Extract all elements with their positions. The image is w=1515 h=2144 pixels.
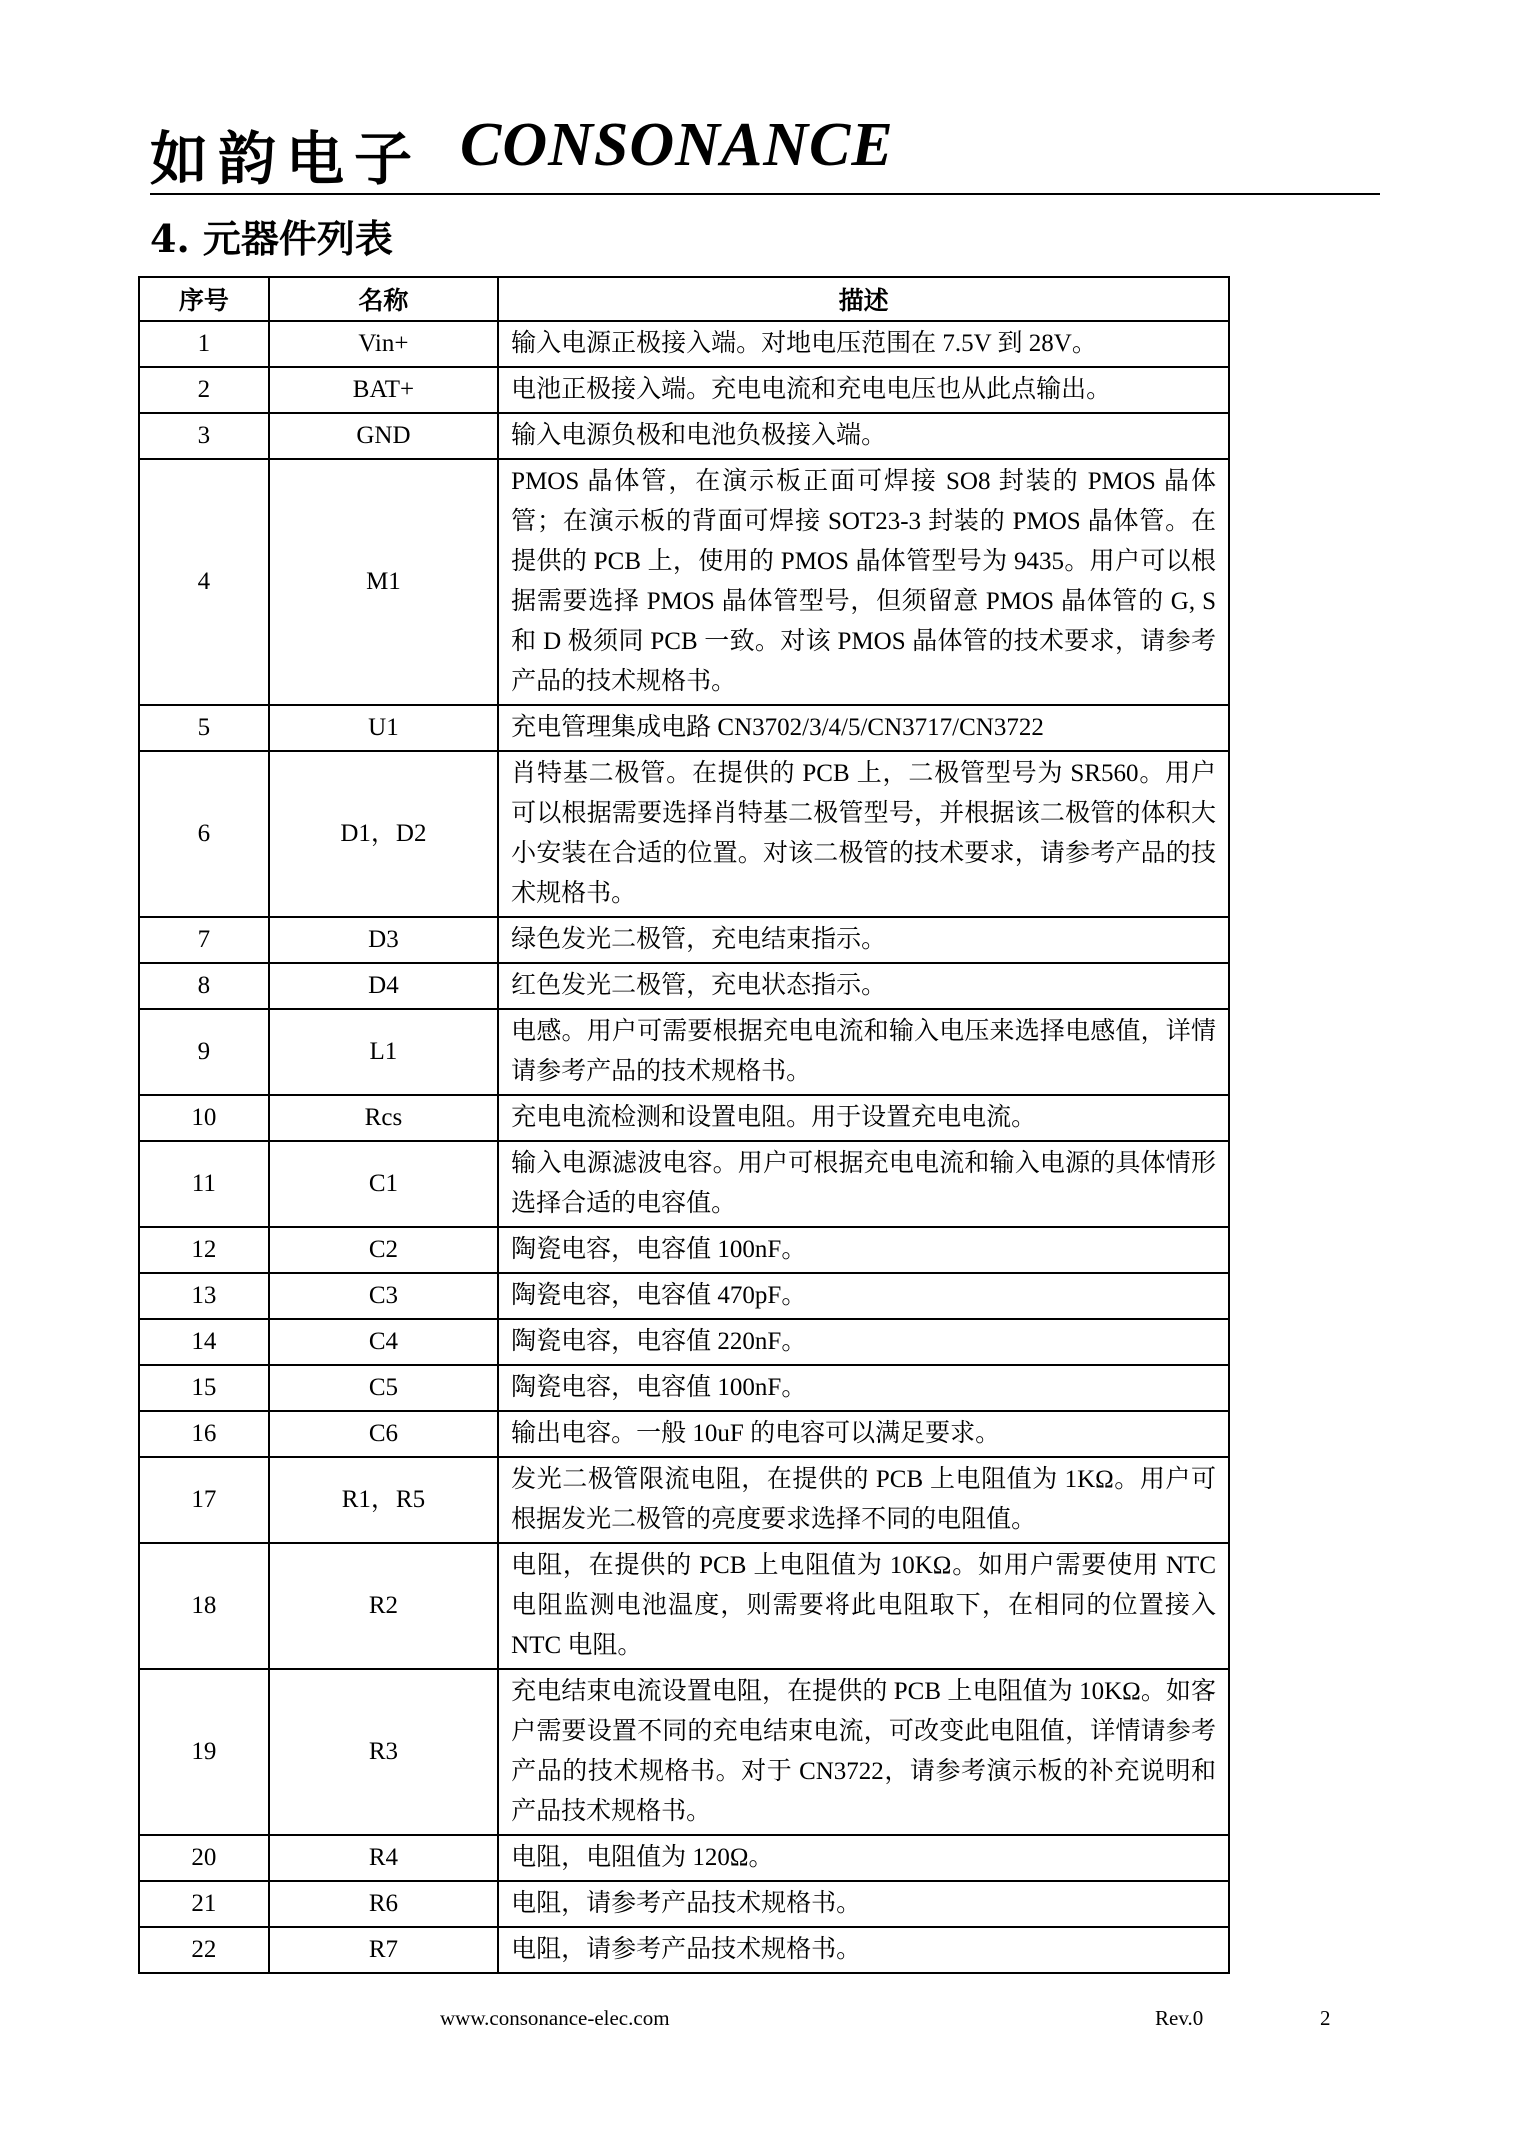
cell-name: M1 xyxy=(269,459,498,705)
cell-description: 充电电流检测和设置电阻。用于设置充电电流。 xyxy=(498,1095,1229,1141)
cell-description: 电感。用户可需要根据充电电流和输入电压来选择电感值，详情请参考产品的技术规格书。 xyxy=(498,1009,1229,1095)
table-row xyxy=(139,1669,1229,1835)
header-divider xyxy=(150,193,1380,195)
table-row xyxy=(139,963,1229,1009)
cell-name: D4 xyxy=(269,963,498,1009)
cell-name: R3 xyxy=(269,1669,498,1835)
cell-index: 12 xyxy=(139,1227,269,1273)
cell-description: 红色发光二极管，充电状态指示。 xyxy=(498,963,1229,1009)
table-header-row xyxy=(139,277,1229,321)
cell-description: 陶瓷电容，电容值 100nF。 xyxy=(498,1227,1229,1273)
cell-index: 16 xyxy=(139,1411,269,1457)
cell-index: 8 xyxy=(139,963,269,1009)
component-table xyxy=(138,276,1230,1974)
cell-index: 3 xyxy=(139,413,269,459)
cell-description: 陶瓷电容，电容值 100nF。 xyxy=(498,1365,1229,1411)
cell-index: 14 xyxy=(139,1319,269,1365)
table-row xyxy=(139,1411,1229,1457)
cell-index: 6 xyxy=(139,751,269,917)
cell-index: 13 xyxy=(139,1273,269,1319)
cell-index: 10 xyxy=(139,1095,269,1141)
cell-index: 20 xyxy=(139,1835,269,1881)
table-row xyxy=(139,367,1229,413)
cell-name: D3 xyxy=(269,917,498,963)
table-row xyxy=(139,1881,1229,1927)
cell-description: 充电结束电流设置电阻，在提供的 PCB 上电阻值为 10KΩ。如客户需要设置不同的充电结束电流，可改变此电阻值，详情请参考产品的技术规格书。对于 CN3722，请参考演示板的补充说明和产品技术规格书。 xyxy=(498,1669,1229,1835)
cell-description: PMOS 晶体管，在演示板正面可焊接 SO8 封装的 PMOS 晶体管；在演示板的背面可焊接 SOT23-3 封装的 PMOS 晶体管。在提供的 PCB 上，使用的 PMOS 晶体管型号为 9435。用户可以根据需要选择 PMOS 晶体管型号，但须留意 PMOS 晶体管的 G, S 和 D 极须同 PCB 一致。对该 PMOS 晶体管的技术要求，请参考产品的技术规格书。 xyxy=(498,459,1229,705)
cell-name: C5 xyxy=(269,1365,498,1411)
column-header-index: 序号 xyxy=(139,277,269,321)
brand-english: CONSONANCE xyxy=(460,111,894,179)
cell-description: 充电管理集成电路 CN3702/3/4/5/CN3717/CN3722 xyxy=(498,705,1229,751)
cell-index: 21 xyxy=(139,1881,269,1927)
cell-name: Rcs xyxy=(269,1095,498,1141)
table-row xyxy=(139,321,1229,367)
cell-description: 输出电容。一般 10uF 的电容可以满足要求。 xyxy=(498,1411,1229,1457)
table-row xyxy=(139,1319,1229,1365)
table-row xyxy=(139,1835,1229,1881)
cell-name: D1，D2 xyxy=(269,751,498,917)
cell-name: C1 xyxy=(269,1141,498,1227)
footer-revision: Rev.0 xyxy=(1155,2006,1204,2030)
section-title: 4. 元器件列表 xyxy=(150,216,393,261)
cell-description: 电阻，电阻值为 120Ω。 xyxy=(498,1835,1229,1881)
table-row xyxy=(139,459,1229,705)
cell-name: R6 xyxy=(269,1881,498,1927)
cell-index: 4 xyxy=(139,459,269,705)
table-row xyxy=(139,1365,1229,1411)
table-row xyxy=(139,751,1229,917)
table-row xyxy=(139,1457,1229,1543)
cell-index: 17 xyxy=(139,1457,269,1543)
cell-index: 19 xyxy=(139,1669,269,1835)
cell-description: 绿色发光二极管，充电结束指示。 xyxy=(498,917,1229,963)
cell-index: 7 xyxy=(139,917,269,963)
cell-name: R2 xyxy=(269,1543,498,1669)
table-row xyxy=(139,1095,1229,1141)
table-row xyxy=(139,1273,1229,1319)
cell-description: 陶瓷电容，电容值 470pF。 xyxy=(498,1273,1229,1319)
cell-description: 输入电源滤波电容。用户可根据充电电流和输入电源的具体情形选择合适的电容值。 xyxy=(498,1141,1229,1227)
cell-description: 陶瓷电容，电容值 220nF。 xyxy=(498,1319,1229,1365)
cell-name: R7 xyxy=(269,1927,498,1973)
table-row xyxy=(139,1141,1229,1227)
table-row xyxy=(139,1927,1229,1973)
column-header-name: 名称 xyxy=(269,277,498,321)
cell-description: 发光二极管限流电阻，在提供的 PCB 上电阻值为 1KΩ。用户可根据发光二极管的亮度要求选择不同的电阻值。 xyxy=(498,1457,1229,1543)
cell-name: BAT+ xyxy=(269,367,498,413)
table-row xyxy=(139,1009,1229,1095)
cell-description: 电阻，在提供的 PCB 上电阻值为 10KΩ。如用户需要使用 NTC 电阻监测电池温度，则需要将此电阻取下，在相同的位置接入 NTC 电阻。 xyxy=(498,1543,1229,1669)
cell-description: 电阻，请参考产品技术规格书。 xyxy=(498,1881,1229,1927)
footer-url: www.consonance-elec.com xyxy=(440,2006,670,2030)
cell-index: 11 xyxy=(139,1141,269,1227)
cell-name: R1，R5 xyxy=(269,1457,498,1543)
page-header xyxy=(150,106,1380,193)
cell-index: 9 xyxy=(139,1009,269,1095)
cell-name: C4 xyxy=(269,1319,498,1365)
table-row xyxy=(139,705,1229,751)
cell-description: 电阻，请参考产品技术规格书。 xyxy=(498,1927,1229,1973)
cell-name: R4 xyxy=(269,1835,498,1881)
table-row xyxy=(139,413,1229,459)
footer-page-number: 2 xyxy=(1320,2006,1331,2030)
brand-chinese: 如韵电子 xyxy=(150,125,423,193)
cell-index: 5 xyxy=(139,705,269,751)
cell-description: 肖特基二极管。在提供的 PCB 上，二极管型号为 SR560。用户可以根据需要选择肖特基二极管型号，并根据该二极管的体积大小安装在合适的位置。对该二极管的技术要求，请参考产品的技术规格书。 xyxy=(498,751,1229,917)
cell-description: 输入电源正极接入端。对地电压范围在 7.5V 到 28V。 xyxy=(498,321,1229,367)
cell-index: 1 xyxy=(139,321,269,367)
table-row xyxy=(139,1227,1229,1273)
cell-name: C2 xyxy=(269,1227,498,1273)
cell-name: U1 xyxy=(269,705,498,751)
cell-index: 22 xyxy=(139,1927,269,1973)
table-row xyxy=(139,1543,1229,1669)
cell-name: C6 xyxy=(269,1411,498,1457)
cell-index: 2 xyxy=(139,367,269,413)
cell-index: 18 xyxy=(139,1543,269,1669)
cell-description: 电池正极接入端。充电电流和充电电压也从此点输出。 xyxy=(498,367,1229,413)
cell-name: C3 xyxy=(269,1273,498,1319)
cell-name: GND xyxy=(269,413,498,459)
cell-name: Vin+ xyxy=(269,321,498,367)
cell-description: 输入电源负极和电池负极接入端。 xyxy=(498,413,1229,459)
column-header-description: 描述 xyxy=(498,277,1229,321)
table-row xyxy=(139,917,1229,963)
cell-name: L1 xyxy=(269,1009,498,1095)
cell-index: 15 xyxy=(139,1365,269,1411)
